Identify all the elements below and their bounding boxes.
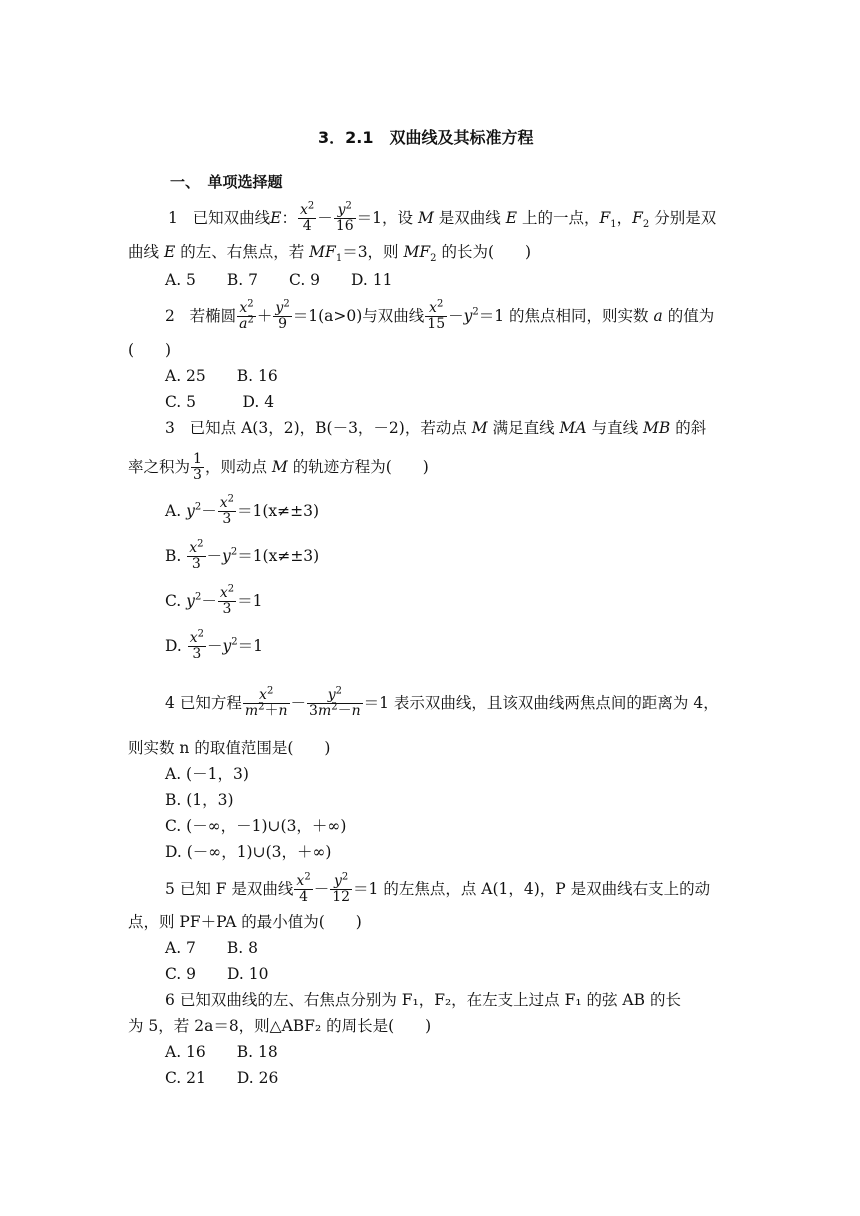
question-1-line-1: 1 已知双曲线E： $\frac{x^2}{4}$ － $\frac{y^2}{16}$ ＝1，设 M 是双曲线 E 上的一点，$F_1$，$F_2$ 分别是双 (168, 200, 717, 235)
fraction: $\frac{y^2}{3m^2-n}$ (309, 685, 361, 720)
question-4-option-b: B. (1，3) (165, 791, 234, 809)
fraction: $\frac{x^2}{3}$ (219, 583, 235, 618)
fraction: $\frac{y^2}{16}$ (335, 200, 354, 235)
question-2-options-ab: A. 25 B. 16 (165, 367, 278, 385)
fraction: $\frac{x^2}{4}$ (300, 200, 315, 235)
question-3-line-2: 率之积为 $\frac{1}{3}$ ，则动点 M 的轨迹方程为( ) (128, 451, 429, 484)
question-4-line-1: 4 已知方程 $\frac{x^2}{m^2+n}$ － $\frac{y^2}{3m^2-n}$ ＝1 表示双曲线，且该双曲线两焦点间的距离为 4， (165, 685, 719, 720)
question-5-options-ab: A. 7 B. 8 (165, 939, 259, 957)
question-4-option-d: D. (－∞，1)∪(3，＋∞) (165, 843, 332, 861)
fraction: $\frac{x^2}{3}$ (219, 493, 234, 528)
question-1-options: A. 5 B. 7 C. 9 D. 11 (165, 271, 393, 289)
question-4-option-a: A. (－1，3) (165, 765, 249, 783)
question-6-options-ab: A. 16 B. 18 (165, 1043, 278, 1061)
question-3-line-1: 3 已知点 A(3，2)，B(－3，－2)，若动点 M 满足直线 MA 与直线 MB 的斜 (165, 419, 707, 437)
question-2-line-1: 2 若椭圆 $\frac{x^2}{a^2}$ ＋ $\frac{y^2}{9}$ ＝1(a>0)与双曲线 $\frac{x^2}{15}$ $-y^2=1$ 的焦点相同，则实数 a 的值为 (165, 298, 715, 333)
question-3-option-c: C. $y^2-$ $\frac{x^2}{3}$ ＝1 (165, 583, 263, 618)
question-1-line-2: 曲线 E 的左、右焦点，若 $MF_1=3$，则 $MF_2$ 的长为( ) (128, 243, 532, 265)
fraction: $\frac{x^2}{3}$ (189, 628, 205, 663)
page-title: 3．2.1 双曲线及其标准方程 (318, 128, 534, 147)
question-4-option-c: C. (－∞，－1)∪(3，＋∞) (165, 817, 347, 835)
question-5-line-2: 点，则 PF＋PA 的最小值为( ) (128, 913, 362, 931)
fraction: $\frac{x^2}{m^2+n}$ (244, 685, 288, 720)
fraction: $\frac{1}{3}$ (193, 451, 202, 484)
fraction: $\frac{x^2}{a^2}$ (239, 298, 254, 333)
question-3-option-b: B. $\frac{x^2}{3}$ $-y^2=1(x\ne\pm 3)$ (165, 538, 320, 573)
fraction: $\frac{y^2}{9}$ (275, 298, 290, 333)
fraction: $\frac{y^2}{12}$ (332, 871, 351, 906)
question-6-line-2: 为 5，若 2a＝8，则△ABF₂ 的周长是( ) (128, 1017, 432, 1035)
question-6-options-cd: C. 21 D. 26 (165, 1069, 279, 1087)
question-2-options-cd: C. 5 D. 4 (165, 393, 275, 411)
fraction: $\frac{x^2}{4}$ (296, 871, 311, 906)
question-2-answer-paren: ( ) (128, 341, 172, 359)
question-4-line-2: 则实数 n 的取值范围是( ) (128, 739, 331, 757)
fraction: $\frac{x^2}{15}$ (427, 298, 446, 333)
question-5-options-cd: C. 9 D. 10 (165, 965, 269, 983)
question-5-line-1: 5 已知 F 是双曲线 $\frac{x^2}{4}$ － $\frac{y^2}{12}$ ＝1 的左焦点，点 A(1，4)，P 是双曲线右支上的动 (165, 871, 711, 906)
question-3-option-d: D. $\frac{x^2}{3}$ $-y^2=1$ (165, 628, 264, 663)
question-6-line-1: 6 已知双曲线的左、右焦点分别为 F₁，F₂，在左支上过点 F₁ 的弦 AB 的长 (165, 991, 681, 1009)
section-heading: 一、 单项选择题 (170, 173, 283, 191)
question-3-option-a: A. $y^2-$ $\frac{x^2}{3}$ ＝1(x≠±3) (165, 493, 320, 528)
fraction: $\frac{x^2}{3}$ (189, 538, 204, 573)
